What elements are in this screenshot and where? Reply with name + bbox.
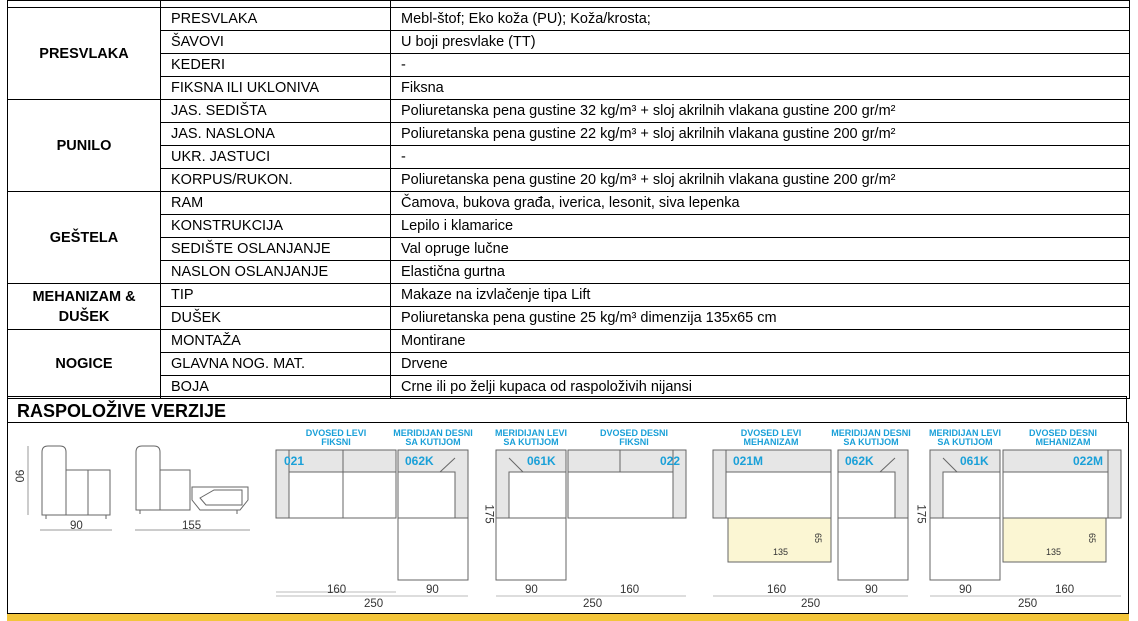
dim-g4-135: 135 xyxy=(1046,547,1062,557)
side-view-closed xyxy=(28,446,112,530)
dim-g3-175: 175 xyxy=(914,504,927,524)
spec-value: Poliuretanska pena gustine 20 kg/m³ + sloj akrilnih vlakana gustine 200 gr/m² xyxy=(391,169,1130,192)
spec-label: UKR. JASTUCI xyxy=(161,146,391,169)
section-gestela: GEŠTELA xyxy=(8,192,161,284)
section-presvlaka: PRESVLAKA xyxy=(8,8,161,100)
spec-label: TIP xyxy=(161,284,391,307)
section-mehanizam: MEHANIZAM & DUŠEK xyxy=(8,284,161,330)
label-dvosed-desni-fiksni: DVOSED DESNI FIKSNI xyxy=(599,428,668,447)
spec-value: Čamova, bukova građa, iverica, lesonit, siva lepenka xyxy=(391,192,1130,215)
spec-label: NASLON OSLANJANJE xyxy=(161,261,391,284)
spec-value: Poliuretanska pena gustine 32 kg/m³ + sloj akrilnih vlakana gustine 200 gr/m² xyxy=(391,100,1130,123)
spec-value: - xyxy=(391,54,1130,77)
dim-g2-250: 250 xyxy=(583,598,603,610)
dim-g1-250: 250 xyxy=(364,598,384,610)
code-062k-b: 062K xyxy=(845,454,874,468)
dim-g3-250: 250 xyxy=(801,598,821,610)
spec-value: Montirane xyxy=(391,330,1130,353)
versions-title: RASPOLOŽIVE VERZIJE xyxy=(7,396,1127,422)
spec-label: DUŠEK xyxy=(161,307,391,330)
spec-label: PRESVLAKA xyxy=(161,8,391,31)
dim-g2-90: 90 xyxy=(525,584,538,596)
version-062k-b xyxy=(838,450,908,580)
section-nogice: NOGICE xyxy=(8,330,161,399)
label-dvosed-levi-mehanizam: DVOSED LEVI MEHANIZAM xyxy=(740,428,802,447)
spec-value: Crne ili po želji kupaca od raspoloživih nijansi xyxy=(391,376,1130,399)
spec-value: Drvene xyxy=(391,353,1130,376)
spec-label: JAS. SEDIŠTA xyxy=(161,100,391,123)
code-061k-b: 061K xyxy=(960,454,989,468)
dim-g1-90: 90 xyxy=(426,584,439,596)
spec-label: KONSTRUKCIJA xyxy=(161,215,391,238)
dim-g1-160: 160 xyxy=(327,584,347,596)
spec-label: KEDERI xyxy=(161,54,391,77)
spec-label: KORPUS/RUKON. xyxy=(161,169,391,192)
side-depth-open-dim: 155 xyxy=(182,520,202,532)
dim-g3-160: 160 xyxy=(767,584,787,596)
version-021m xyxy=(713,450,831,562)
section-punilo: PUNILO xyxy=(8,100,161,192)
code-022m: 022M xyxy=(1073,454,1104,468)
spec-value: Poliuretanska pena gustine 22 kg/m³ + sloj akrilnih vlakana gustine 200 gr/m² xyxy=(391,123,1130,146)
label-meridijan-levi-b: MERIDIJAN LEVI SA KUTIJOM xyxy=(928,428,1001,447)
spec-value: Fiksna xyxy=(391,77,1130,100)
dim-g3-135: 135 xyxy=(773,547,789,557)
spec-label: BOJA xyxy=(161,376,391,399)
spec-label: JAS. NASLONA xyxy=(161,123,391,146)
label-dvosed-desni-mehanizam: DVOSED DESNI MEHANIZAM xyxy=(1028,428,1097,447)
spec-value: - xyxy=(391,146,1130,169)
dim-g1-175: 175 xyxy=(482,504,495,524)
code-021m: 021M xyxy=(733,454,764,468)
dim-g2-160: 160 xyxy=(620,584,640,596)
spec-label: ŠAVOVI xyxy=(161,31,391,54)
dim-g3-90: 90 xyxy=(865,584,878,596)
spec-value: Mebl-štof; Eko koža (PU); Koža/krosta; xyxy=(391,8,1130,31)
code-061k: 061K xyxy=(527,454,556,468)
dim-g4-65: 65 xyxy=(1087,532,1098,544)
side-depth-dim: 90 xyxy=(70,520,83,532)
spec-label: SEDIŠTE OSLANJANJE xyxy=(161,238,391,261)
spec-value: U boji presvlake (TT) xyxy=(391,31,1130,54)
dim-g4-250: 250 xyxy=(1018,598,1038,610)
label-dvosed-levi-fiksni: DVOSED LEVI FIKSNI xyxy=(305,428,367,447)
dim-g3-65: 65 xyxy=(813,532,824,544)
label-meridijan-desni-b: MERIDIJAN DESNI SA KUTIJOM xyxy=(831,428,911,447)
side-view-open xyxy=(135,446,250,530)
label-meridijan-desni-a: MERIDIJAN DESNI SA KUTIJOM xyxy=(393,428,473,447)
spec-label: FIKSNA ILI UKLONIVA xyxy=(161,77,391,100)
side-height-dim: 90 xyxy=(12,469,25,483)
dim-g4-160: 160 xyxy=(1055,584,1075,596)
spec-label: GLAVNA NOG. MAT. xyxy=(161,353,391,376)
spec-label: MONTAŽA xyxy=(161,330,391,353)
version-022m xyxy=(1003,450,1121,562)
spec-value: Elastična gurtna xyxy=(391,261,1130,284)
code-062k: 062K xyxy=(405,454,434,468)
code-021: 021 xyxy=(284,454,305,468)
spec-value: Val opruge lučne xyxy=(391,238,1130,261)
spec-value: Lepilo i klamarice xyxy=(391,215,1130,238)
version-062k xyxy=(398,450,468,580)
spec-value: Poliuretanska pena gustine 25 kg/m³ dimenzija 135x65 cm xyxy=(391,307,1130,330)
version-061k xyxy=(496,450,566,580)
code-022: 022 xyxy=(660,454,681,468)
label-meridijan-levi-a: MERIDIJAN LEVI SA KUTIJOM xyxy=(494,428,567,447)
spec-value: Makaze na izvlačenje tipa Lift xyxy=(391,284,1130,307)
dim-g4-90: 90 xyxy=(959,584,972,596)
version-061k-b xyxy=(930,450,1000,580)
spec-label: RAM xyxy=(161,192,391,215)
